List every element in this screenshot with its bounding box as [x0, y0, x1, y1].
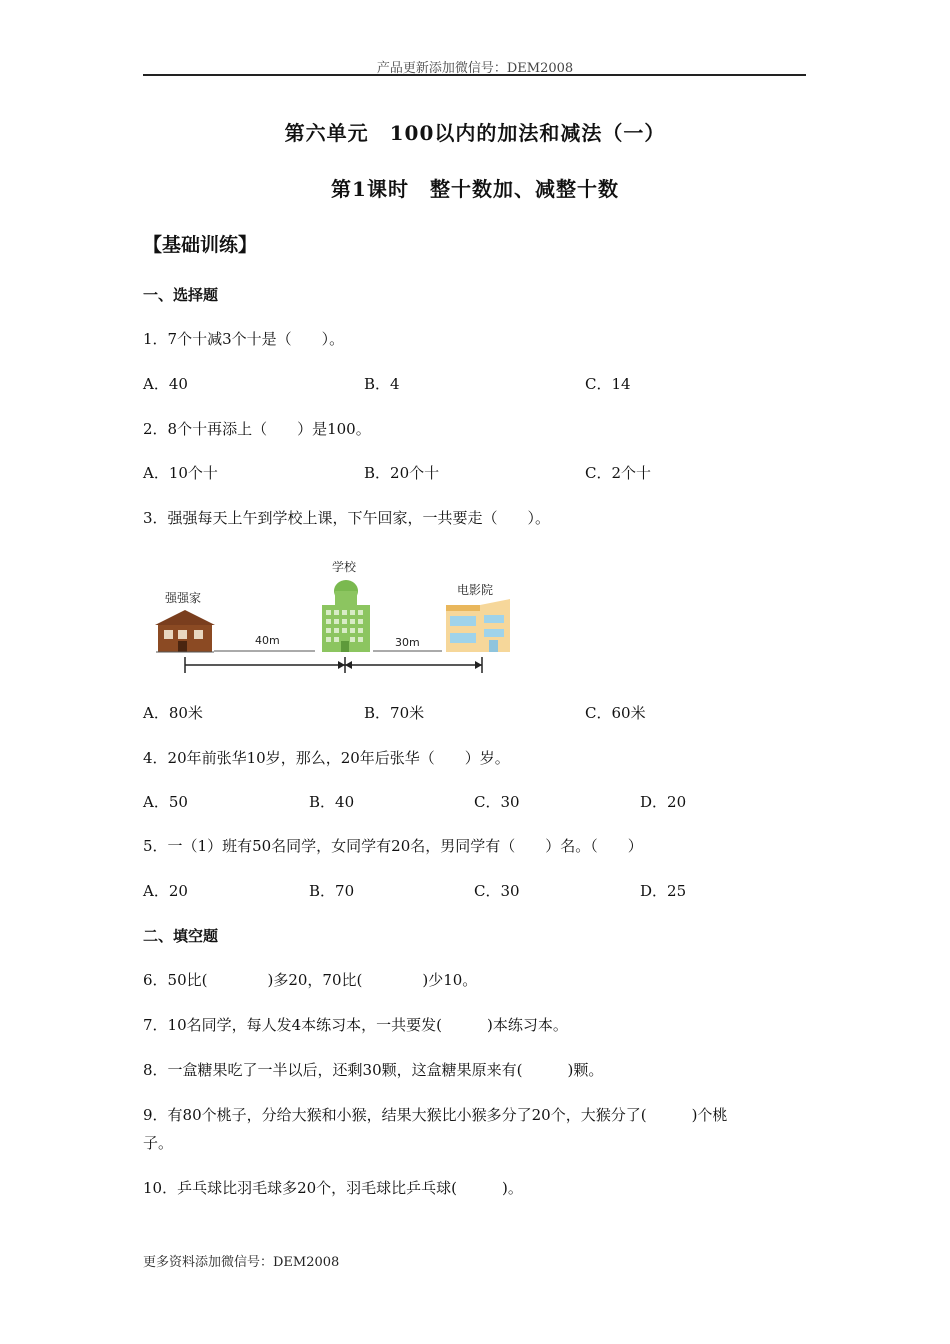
- cinema-label: 电影院: [457, 583, 494, 597]
- distance-figure: [150, 555, 520, 684]
- question-8: 8．一盒糖果吃了一半以后，还剩30颗，这盒糖果原来有( )颗。: [143, 1061, 604, 1079]
- q4-option-c: C．30: [474, 793, 520, 811]
- q4-option-a: A．50: [143, 793, 188, 811]
- section-heading-choice: 一、选择题: [143, 286, 219, 304]
- school-building-icon: [322, 580, 370, 652]
- q3-option-a: A．80米: [143, 704, 203, 722]
- question-7: 7．10名同学，每人发4本练习本，一共要发( )本练习本。: [143, 1016, 568, 1034]
- page-footer: 更多资料添加微信号：DEM2008: [143, 1255, 340, 1270]
- section-subtitle: 【基础训练】: [143, 234, 258, 256]
- q3-option-c: C．60米: [585, 704, 646, 722]
- distance-label-1: 40m: [255, 634, 280, 647]
- q5-option-b: B．70: [309, 882, 355, 900]
- question-6: 6．50比( )多20，70比( )少10。: [143, 971, 478, 989]
- q5-option-c: C．30: [474, 882, 520, 900]
- section-heading-fill: 二、填空题: [143, 927, 219, 945]
- q1-option-b: B．4: [364, 375, 400, 393]
- question-2: 2．8个十再添上（ ）是100。: [143, 420, 371, 438]
- q2-option-b: B．20个十: [364, 464, 440, 482]
- q2-option-c: C．2个十: [585, 464, 652, 482]
- lesson-title: 第1课时 整十数加、减整十数: [331, 177, 619, 201]
- cinema-building-icon: [446, 599, 510, 652]
- school-label: 学校: [332, 560, 357, 574]
- distance-label-2: 30m: [395, 636, 420, 649]
- q4-option-d: D．20: [640, 793, 687, 811]
- question-1: 1．7个十减3个十是（ ）。: [143, 330, 345, 348]
- header-rule: [143, 74, 806, 76]
- q5-option-a: A．20: [143, 882, 188, 900]
- question-3: 3．强强每天上午到学校上课，下午回家，一共要走（ ）。: [143, 509, 551, 527]
- question-5: 5．一（1）班有50名同学，女同学有20名，男同学有（ ）名。（ ）: [143, 837, 643, 855]
- home-label: 强强家: [165, 591, 202, 605]
- q5-option-d: D．25: [640, 882, 687, 900]
- house-icon: [155, 610, 215, 652]
- question-9-continued: 子。: [143, 1134, 174, 1152]
- q4-option-b: B．40: [309, 793, 355, 811]
- unit-title: 第六单元 100以内的加法和减法（一）: [284, 121, 666, 145]
- question-10: 10．乒乓球比羽毛球多20个，羽毛球比乒乓球( )。: [143, 1179, 523, 1197]
- measure-line: [185, 657, 482, 673]
- q2-option-a: A．10个十: [143, 464, 218, 482]
- q1-option-c: C．14: [585, 375, 631, 393]
- q1-option-a: A．40: [143, 375, 188, 393]
- question-9: 9．有80个桃子，分给大猴和小猴，结果大猴比小猴多分了20个，大猴分了( )个桃: [143, 1106, 728, 1124]
- page-header: 产品更新添加微信号：DEM2008: [376, 61, 574, 76]
- q3-option-b: B．70米: [364, 704, 425, 722]
- question-4: 4．20年前张华10岁，那么，20年后张华（ ）岁。: [143, 749, 510, 767]
